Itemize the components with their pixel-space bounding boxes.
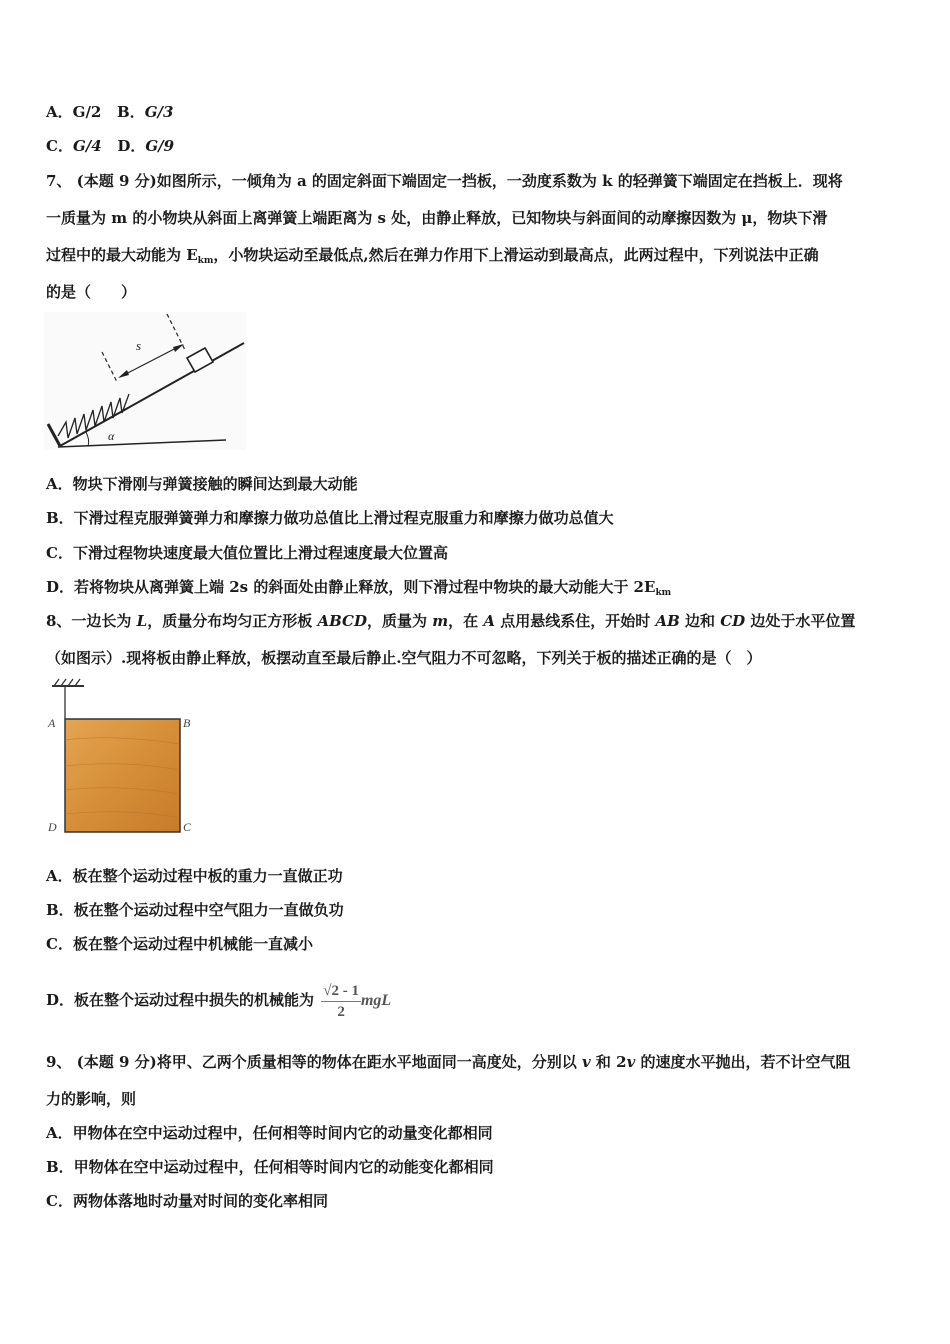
q8-option-d[interactable]: D．板在整个运动过程中损失的机械能为 $\frac{√2 - 1}{2}$ mgL <box>46 982 392 1020</box>
incline-spring-figure <box>44 312 246 450</box>
angle-label: α <box>108 429 115 443</box>
hanging-board-figure <box>44 678 200 838</box>
s-label: s <box>136 338 142 353</box>
q9-stem-line2: 力的影响，则 <box>46 1090 137 1108</box>
q7-stem-line2: 一质量为 m 的小物块从斜面上离弹簧上端距离为 s 处，由静止释放，已知物块与斜面间的动摩擦因数为 μ，物块下滑 <box>46 209 828 227</box>
corner-c-label: C <box>183 820 192 834</box>
q9-option-c[interactable]: C．两物体落地时动量对时间的变化率相同 <box>46 1192 328 1210</box>
q9-option-b[interactable]: B．甲物体在空中运动过程中，任何相等时间内它的动能变化都相同 <box>46 1158 494 1176</box>
q7-stem-line3: 过程中的最大动能为 $E_{km}$，小物块运动至最低点,然后在弹力作用下上滑运动到最高点，此两过程中，下列说法中正确 <box>46 246 819 266</box>
q6-options-cd: C．G/4 D．G/9 <box>46 137 175 155</box>
q8-option-a[interactable]: A．板在整个运动过程中板的重力一直做正功 <box>46 867 343 885</box>
q8-option-b[interactable]: B．板在整个运动过程中空气阻力一直做负功 <box>46 901 344 919</box>
q7-option-b[interactable]: B．下滑过程克服弹簧弹力和摩擦力做功总值比上滑过程克服重力和摩擦力做功总值大 <box>46 509 614 527</box>
energy-loss-fraction: $\frac{√2 - 1}{2}$ <box>323 982 359 1020</box>
q7-option-a[interactable]: A．物块下滑刚与弹簧接触的瞬间达到最大动能 <box>46 475 358 493</box>
q7-stem-line4: 的是（ ） <box>46 283 137 301</box>
q8-stem-line1: 8、一边长为 L，质量分布均匀正方形板 ABCD，质量为 m，在 A 点用悬线系住，开始时 AB 边和 CD 边处于水平位置 <box>46 612 856 630</box>
q9-stem-line1: 9、 (本题 9 分)将甲、乙两个质量相等的物体在距水平地面同一高度处，分别以 v 和 2v 的速度水平抛出，若不计空气阻 <box>46 1053 851 1071</box>
q6-options-ab: A．G/2 B．G/3 <box>46 103 174 121</box>
corner-d-label: D <box>48 820 57 834</box>
q7-option-c[interactable]: C．下滑过程物块速度最大值位置比上滑过程速度最大位置高 <box>46 544 448 562</box>
q8-option-c[interactable]: C．板在整个运动过程中机械能一直减小 <box>46 935 313 953</box>
q7-stem-line1: 7、 (本题 9 分)如图所示，一倾角为 a 的固定斜面下端固定一挡板，一劲度系数为 k 的轻弹簧下端固定在挡板上．现将 <box>46 172 843 190</box>
corner-b-label: B <box>183 716 191 730</box>
corner-a-label: A <box>48 716 56 730</box>
q9-option-a[interactable]: A．甲物体在空中运动过程中，任何相等时间内它的动量变化都相同 <box>46 1124 493 1142</box>
q8-stem-line2: （如图示）.现将板由静止释放，板摆动直至最后静止.空气阻力不可忽略，下列关于板的描述正确的是（ ） <box>46 649 762 667</box>
q7-option-d[interactable]: D．若将物块从离弹簧上端 2s 的斜面处由静止释放，则下滑过程中物块的最大动能大于 $2E_{km}$ <box>46 578 672 598</box>
